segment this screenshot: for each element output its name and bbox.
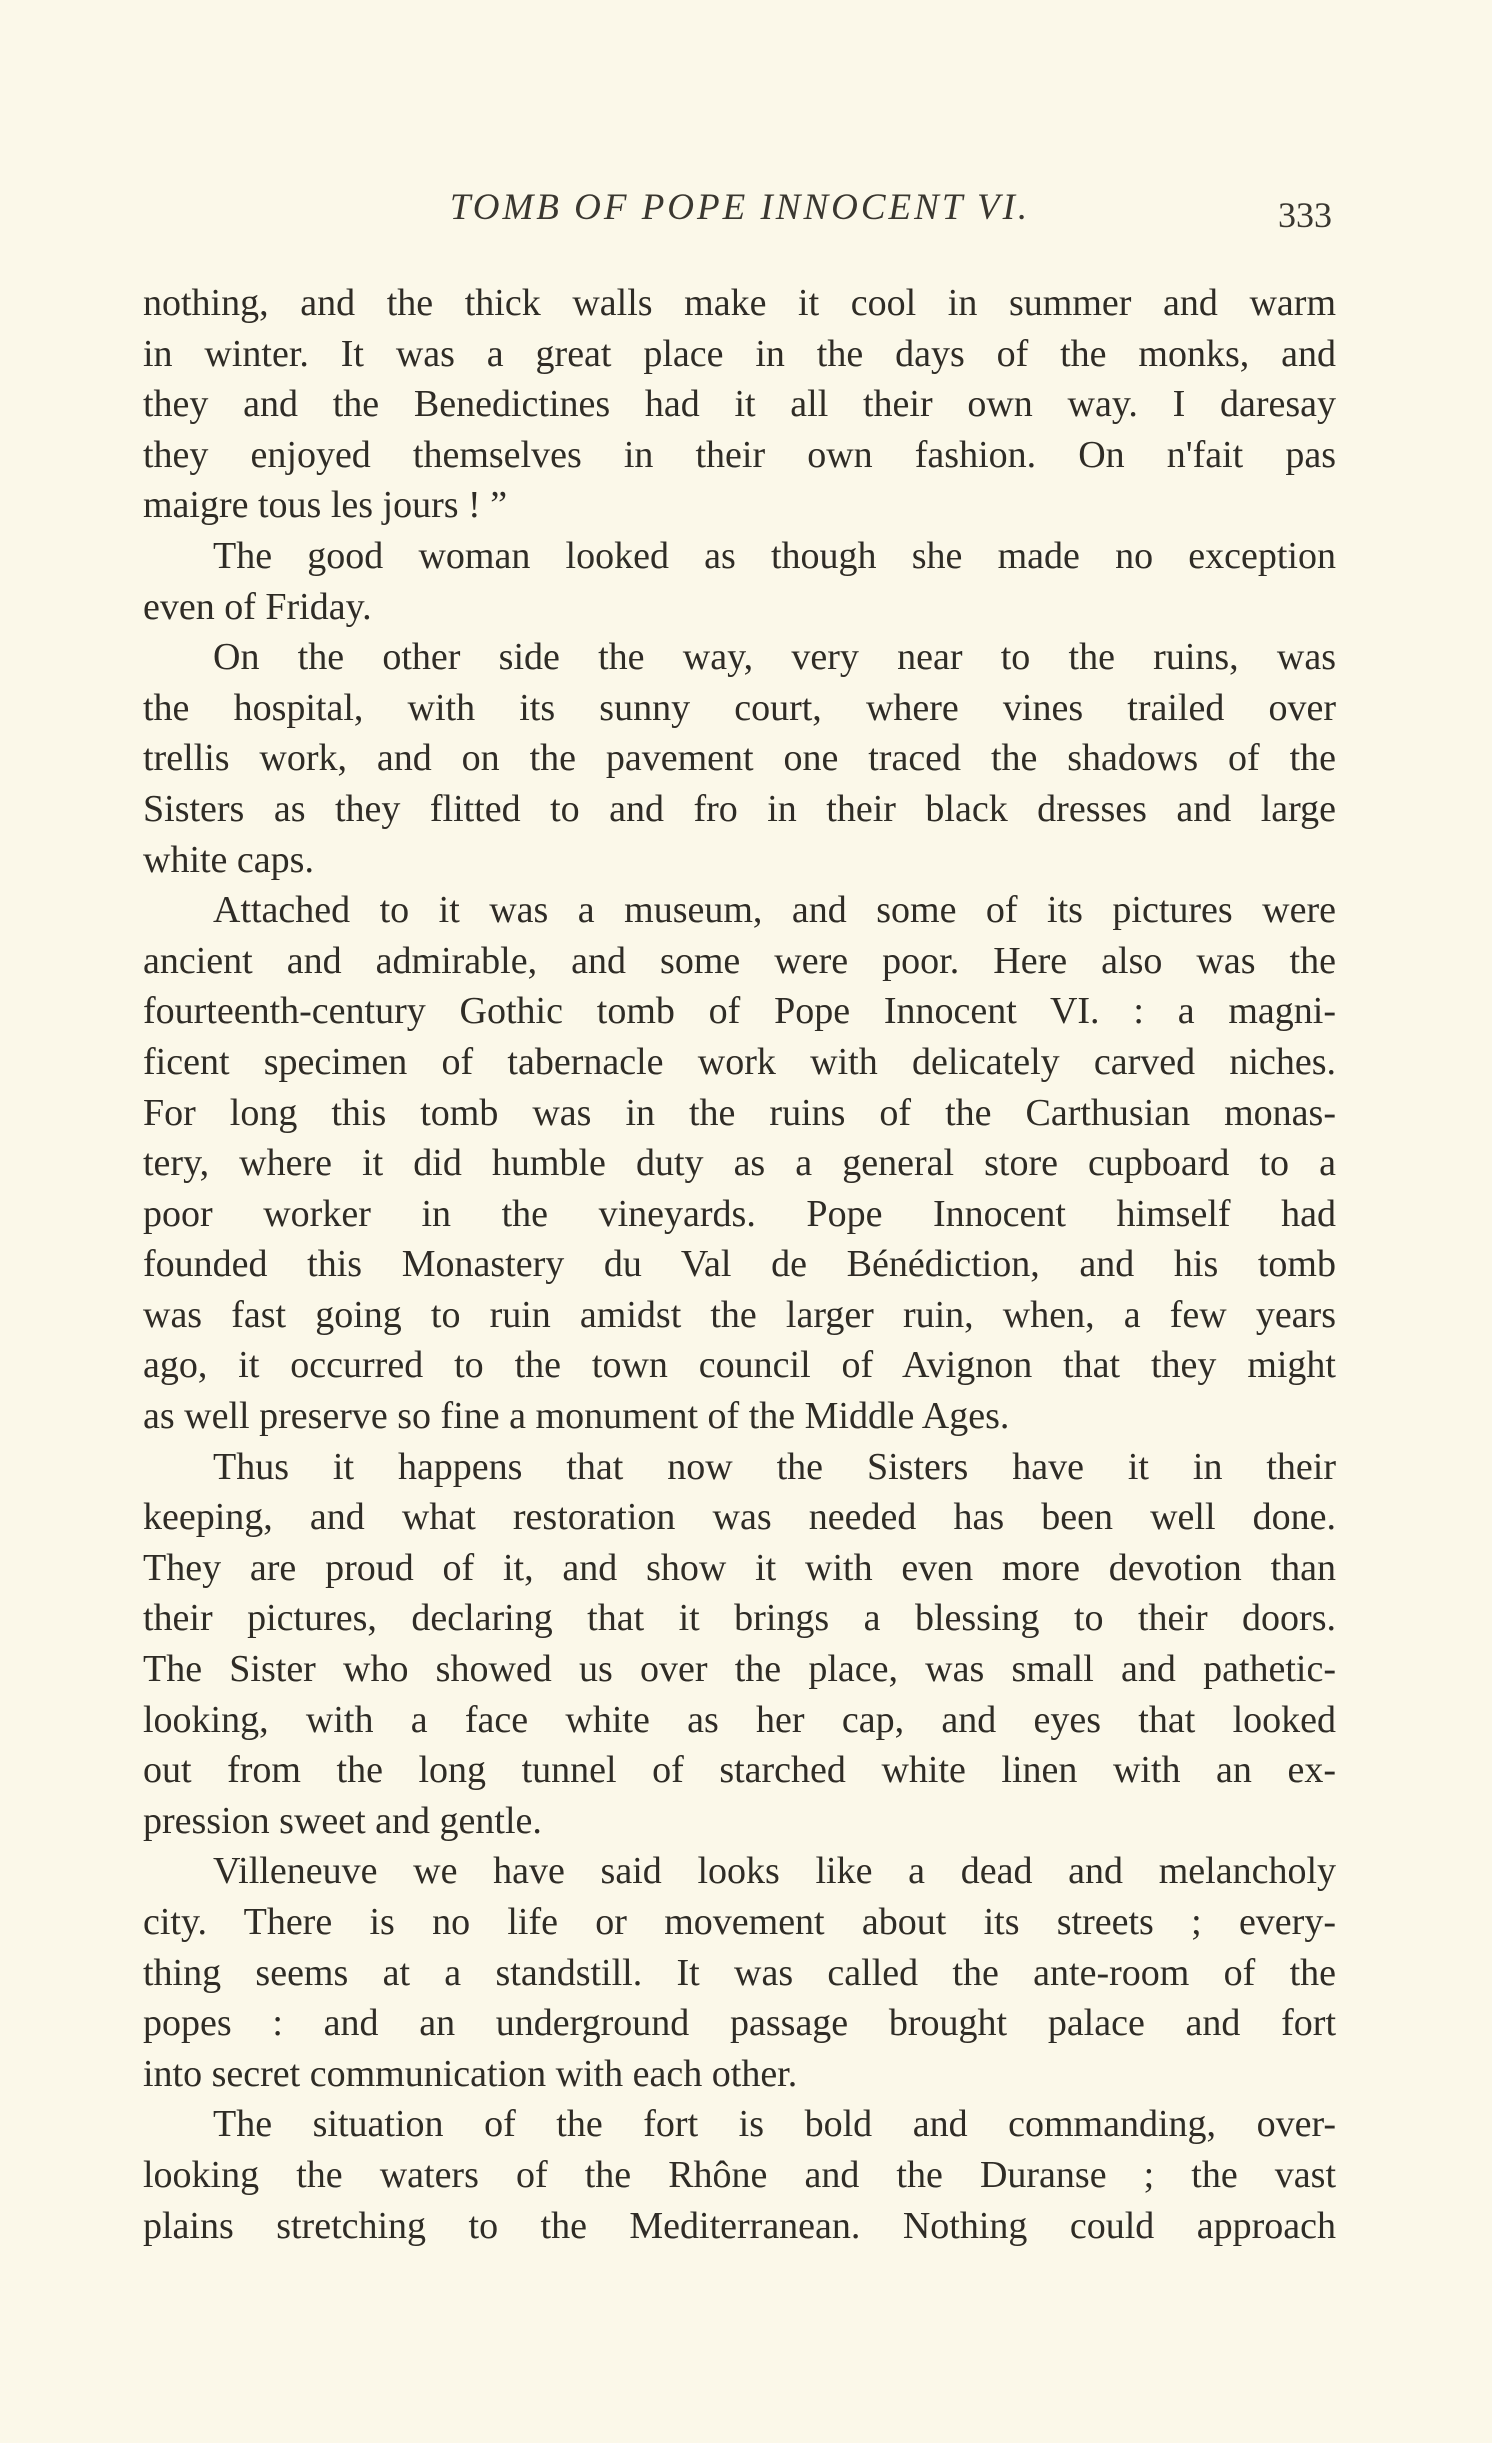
text-line: white caps. (143, 838, 314, 881)
text-line: the hospital, with its sunny court, where vines trailed over (143, 686, 1336, 729)
text-line: popes : and an underground passage brought palace and fort (143, 2002, 1336, 2045)
text-line: The good woman looked as though she made no exception (213, 534, 1336, 577)
text-line: their pictures, declaring that it brings a blessing to their doors. (143, 1597, 1336, 1640)
paragraph (143, 2099, 1336, 2251)
body-text (143, 278, 1336, 2251)
text-line: tery, where it did humble duty as a general store cupboard to a (143, 1142, 1336, 1185)
text-line: nothing, and the thick walls make it cool in summer and warm (143, 282, 1336, 324)
paragraph (143, 278, 1336, 531)
text-line: trellis work, and on the pavement one traced the shadows of the (143, 737, 1336, 780)
page-number: 333 (1278, 195, 1332, 235)
text-line: was fast going to ruin amidst the larger ruin, when, a few years (143, 1293, 1336, 1336)
text-line: they enjoyed themselves in their own fashion. On n'fait pas (143, 433, 1336, 476)
paragraph (143, 1442, 1336, 1847)
text-line: even of Friday. (143, 585, 372, 628)
text-line: Villeneuve we have said looks like a dead and melancholy (213, 1850, 1336, 1893)
text-line: city. There is no life or movement about its streets ; every- (143, 1901, 1336, 1943)
text-line: Thus it happens that now the Sisters have it in their (213, 1445, 1336, 1488)
text-line: looking the waters of the Rhône and the Duranse ; the vast (143, 2153, 1336, 2196)
text-line: They are proud of it, and show it with even more devotion than (143, 1546, 1336, 1589)
text-line: Attached to it was a museum, and some of its pictures were (213, 889, 1336, 932)
text-line: fourteenth-century Gothic tomb of Pope Innocent VI. : a magni- (143, 990, 1336, 1033)
text-line: looking, with a face white as her cap, and eyes that looked (143, 1698, 1336, 1741)
text-line: out from the long tunnel of starched white linen with an ex- (143, 1749, 1336, 1792)
text-line: founded this Monastery du Val de Bénédiction, and his tomb (143, 1243, 1336, 1286)
text-line: in winter. It was a great place in the days of the monks, and (143, 332, 1336, 375)
paragraph (143, 1846, 1336, 2099)
text-line: ago, it occurred to the town council of Avignon that they might (143, 1344, 1336, 1387)
text-line: ficent specimen of tabernacle work with delicately carved niches. (143, 1040, 1336, 1083)
text-line: keeping, and what restoration was needed has been well done. (143, 1496, 1336, 1539)
text-line: pression sweet and gentle. (143, 1799, 542, 1842)
text-line: poor worker in the vineyards. Pope Innocent himself had (143, 1192, 1336, 1235)
text-line: ancient and admirable, and some were poor. Here also was the (143, 939, 1336, 982)
paragraph (143, 531, 1336, 632)
text-line: plains stretching to the Mediterranean. Nothing could approach (143, 2204, 1336, 2247)
paragraph (143, 885, 1336, 1442)
text-line: For long this tomb was in the ruins of the Carthusian monas- (143, 1091, 1336, 1134)
text-line: they and the Benedictines had it all their own way. I daresay (143, 383, 1336, 426)
text-line: On the other side the way, very near to the ruins, was (213, 636, 1336, 679)
text-line: The situation of the fort is bold and commanding, over- (213, 2103, 1336, 2146)
text-line: as well preserve so fine a monument of the Middle Ages. (143, 1395, 1010, 1438)
text-line: The Sister who showed us over the place, was small and pathetic- (143, 1648, 1336, 1691)
paragraph (143, 632, 1336, 885)
running-title: TOMB OF POPE INNOCENT VI. (449, 187, 1031, 228)
text-line: Sisters as they flitted to and fro in their black dresses and large (143, 787, 1336, 830)
text-line: maigre tous les jours ! ” (143, 484, 508, 527)
text-line: into secret communication with each other. (143, 2052, 798, 2095)
text-line: thing seems at a standstill. It was called the ante-room of the (143, 1951, 1336, 1994)
